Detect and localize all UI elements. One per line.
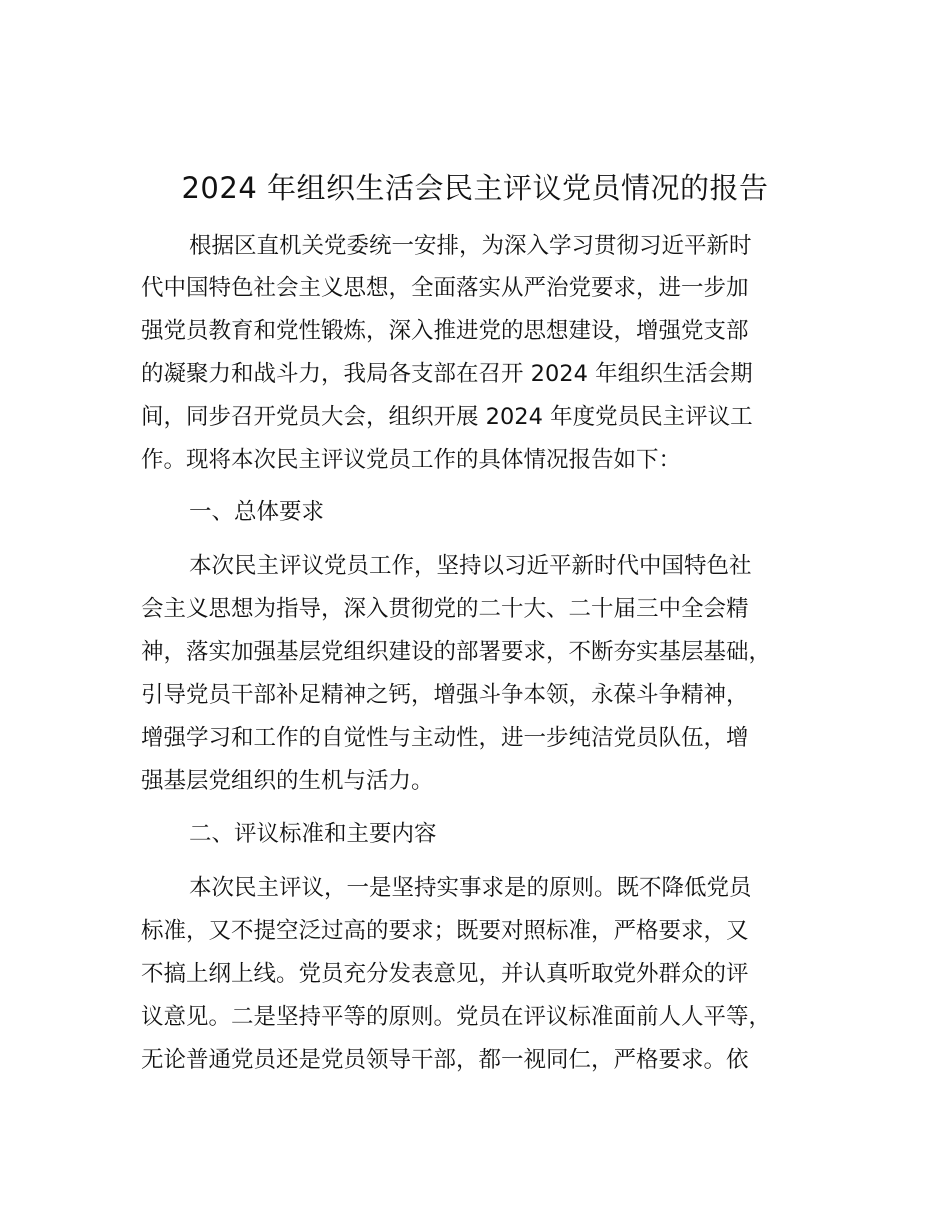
paragraph-line: 强党员教育和党性锻炼，深入推进党的思想建设，增强党支部 [141,318,749,344]
paragraph-line: 本次民主评议党员工作，坚持以习近平新时代中国特色社 [189,553,752,579]
paragraph-line: 间，同步召开党员大会，组织开展 2024 年度党员民主评议工 [141,404,753,430]
paragraph-line: 议意见。二是坚持平等的原则。党员在评议标准面前人人平等， [141,1004,772,1030]
paragraph-line: 无论普通党员还是党员领导干部，都一视同仁，严格要求。依 [141,1047,749,1073]
paragraph-line: 会主义思想为指导，深入贯彻党的二十大、二十届三中全会精 [141,596,749,622]
paragraph-line: 的凝聚力和战斗力，我局各支部在召开 2024 年组织生活会期 [141,361,753,387]
document-title: 2024 年组织生活会民主评议党员情况的报告 [181,171,769,205]
paragraph-line: 根据区直机关党委统一安排，为深入学习贯彻习近平新时 [189,233,752,259]
paragraph-line: 作。现将本次民主评议党员工作的具体情况报告如下： [141,447,682,473]
paragraph-line: 神，落实加强基层党组织建设的部署要求，不断夯实基层基础， [141,639,772,665]
section-heading: 一、总体要求 [189,499,325,525]
paragraph-line: 本次民主评议，一是坚持实事求是的原则。既不降低党员 [189,875,752,901]
paragraph-line: 标准，又不提空泛过高的要求；既要对照标准，严格要求，又 [141,918,749,944]
paragraph-line: 不搞上纲上线。党员充分发表意见，并认真听取党外群众的评 [141,961,749,987]
section-heading: 二、评议标准和主要内容 [189,821,437,847]
paragraph-line: 引导党员干部补足精神之钙，增强斗争本领，永葆斗争精神， [141,682,749,708]
paragraph-line: 强基层党组织的生机与活力。 [141,768,434,794]
paragraph-line: 代中国特色社会主义思想，全面落实从严治党要求，进一步加 [141,275,749,301]
paragraph-line: 增强学习和工作的自觉性与主动性，进一步纯洁党员队伍，增 [141,725,749,751]
